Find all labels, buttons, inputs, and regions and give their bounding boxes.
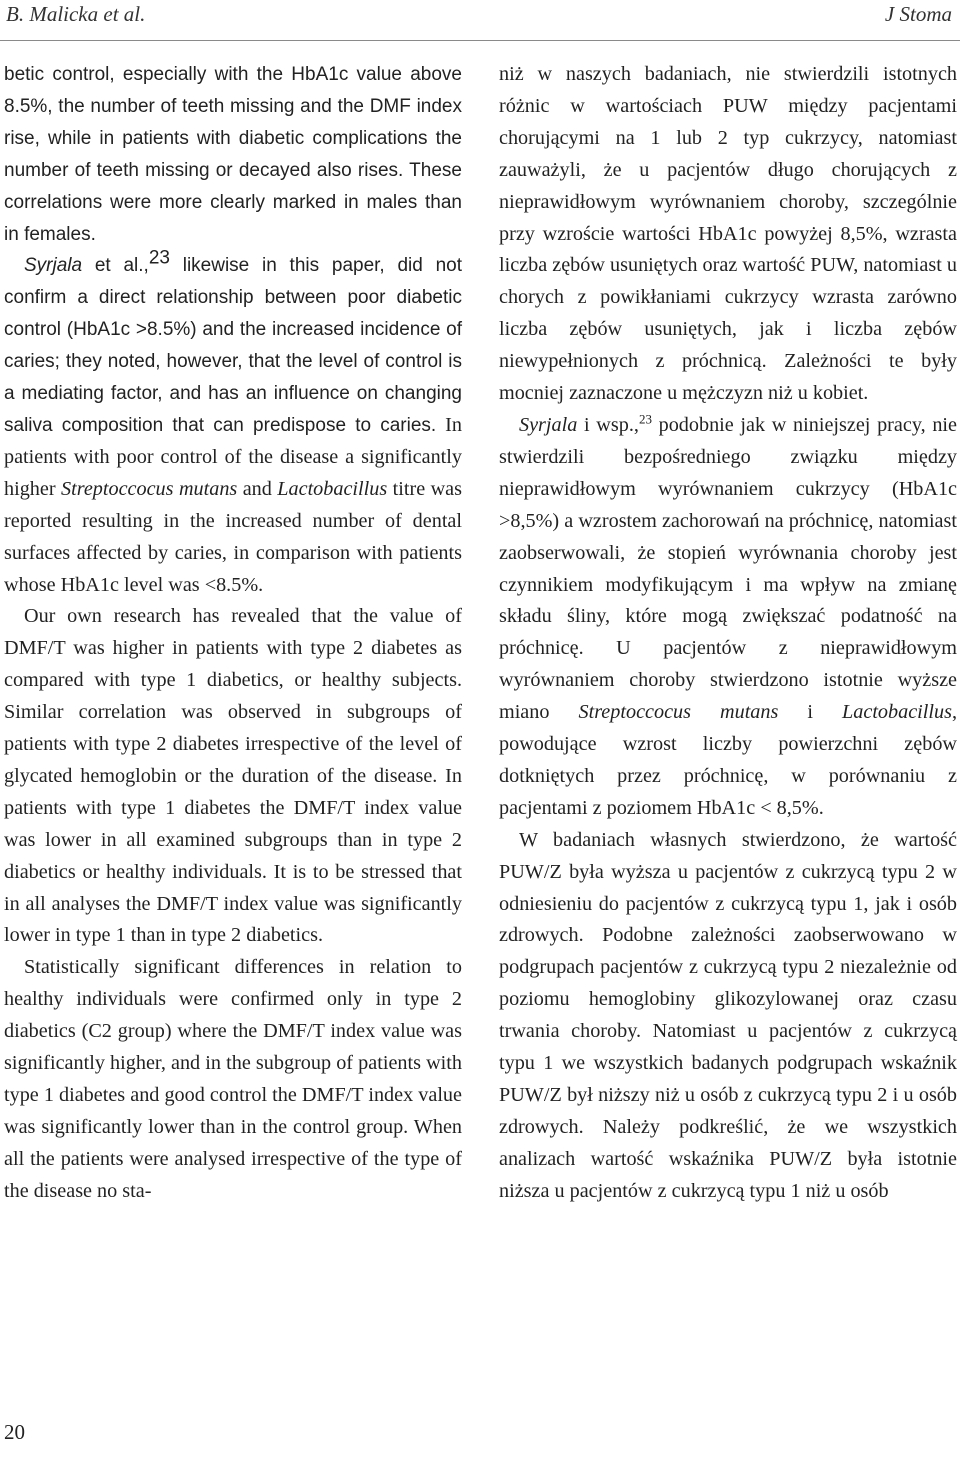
paragraph-2-pl	[499, 410, 957, 825]
paragraph-2-sans-text: likewise in this paper, did not confirm a direct relationship between poor diabetic control (HbA1c >8.5%) and the increased incidence of caries; they noted, however, that the level of control is a mediating factor, and has an influence on changing saliva composition that can predispose to caries.	[4, 255, 463, 436]
species-name-2-pl: Lactobacillus	[842, 701, 952, 724]
paragraph-1	[4, 59, 462, 250]
paragraph-2-pl-text-a: podobnie jak w niniejszej pracy, nie stwierdzili bezpośredniego związku między nieprawidłowym wyrównaniem cukrzycy (HbA1c >8,5%) a wzrostem zachorowań na próchnicę, natomiast zaobserwowali, że stopień wyrównania choroby jest czynnikiem modyfikującym i ma wpływ na zmianę składu śliny, które mogą zwiększać podatność na próchnicę. U pacjentów z nieprawidłowym wyrównaniem choroby stwierdzono istotnie wyższe miano	[499, 413, 957, 724]
reference-number-pl: 23	[638, 411, 652, 427]
citation-wsp: i wsp.,	[577, 413, 639, 436]
header-journal: J Stoma	[884, 2, 952, 26]
paragraph-1-pl: niż w naszych badaniach, nie stwierdzili istotnych różnic w wartościach PUW między pacjentami chorującymi na 1 lub 2 typ cukrzycy, natomiast zauważyli, że u pacjentów długo chorujących z nieprawidłowym wyrównaniem choroby, szczególnie przy wzroście wartości HbA1c powyżej 8,5%, wzrasta liczba zębów usuniętych oraz wartość PUW, natomiast u chorych z powikłaniami cukrzycy wzrasta zarówno liczba zębów usuniętych, jak i liczba zębów niewypełnionych z próchnicą. Zależności te były mocniej zaznaczone u mężczyzn niż u kobiet.	[499, 63, 957, 405]
citation-etal: et al.,	[82, 255, 149, 277]
running-header	[0, 0, 960, 41]
paragraph-2-text-b: and	[237, 477, 278, 500]
paragraph-2-pl-text-b: i	[778, 701, 843, 724]
species-name-1: Streptoccocus mutans	[61, 477, 238, 500]
paragraph-3-pl: W badaniach własnych stwierdzono, że wartość PUW/Z była wyższa u pacjentów z cukrzycą typu 2 w odniesieniu do pacjentów z cukrzycą typu 1, jak i osób zdrowych. Podobne zależności zaobserwowano w podgrupach pacjentów z cukrzycą typu 2 niezależnie od poziomu hemoglobiny glikozylowanej oraz czasu trwania choroby. Natomiast u pacjentów z cukrzycą typu 1 we wszystkich badanych podgrupach wskaźnik PUW/Z był niższy niż u osób z cukrzycą typu 2 i u osób zdrowych. Należy podkreślić, że we wszystkich analizach wartość wskaźnika PUW/Z była istotnie niższa u pacjentów z cukrzycą typu 1 niż u osób	[499, 828, 957, 1202]
paragraph-3: Our own research has revealed that the value of DMF/T was higher in patients with type 2 diabetes as compared with type 1 diabetics, or healthy subjects. Similar correlation was observed in subgroups of patients with type 2 diabetes irrespective of the level of glycated hemoglobin or the duration of the disease. In patients with type 1 diabetes the DMF/T index value was lower in all examined subgroups than in type 2 diabetics or healthy individuals. It is to be stressed that in all analyses the DMF/T index value was significantly lower in type 1 than in type 2 diabetics.	[4, 605, 462, 947]
species-name-2: Lactobacillus	[277, 477, 388, 500]
paragraph-2-text-c: titre was reported resulting in the increased number of dental surfaces affected by caries, in comparison with patients whose HbA1c level was <8.5%.	[4, 477, 462, 596]
header-authors: B. Malicka et al.	[6, 2, 146, 26]
paragraph-2-text-a: In patients with poor control of the disease a significantly higher	[4, 413, 462, 500]
citation-author: Syrjala	[24, 255, 83, 277]
left-column-english	[4, 59, 462, 1208]
paragraph-1-text: betic control, especially with the HbA1c value above 8.5%, the number of teeth missing and the DMF index rise, while in patients with diabetic complications the number of teeth missing or decayed also rises. These correlations were more clearly marked in males than in females.	[4, 64, 462, 245]
paragraph-4: Statistically significant differences in relation to healthy individuals were confirmed only in type 2 diabetics (C2 group) where the DMF/T index value was significantly higher, and in the subgroup of patients with type 1 diabetes and good control the DMF/T index value was significantly lower than in the control group. When all the patients were analysed irrespective of the type of the disease no sta-	[4, 956, 462, 1202]
citation-author-pl: Syrjala	[519, 413, 578, 436]
paragraph-2	[4, 247, 463, 601]
page-number: 20	[4, 1420, 25, 1444]
paragraph-2-pl-text-c: , powodujące wzrost liczby powierzchni zębów dotkniętych przez próchnicę, w porównaniu z pacjentami z poziomem HbA1c < 8,5%.	[499, 701, 957, 819]
species-name-1-pl: Streptoccocus mutans	[578, 701, 779, 724]
reference-number: 23	[148, 247, 170, 269]
right-column-polish	[499, 59, 957, 1208]
